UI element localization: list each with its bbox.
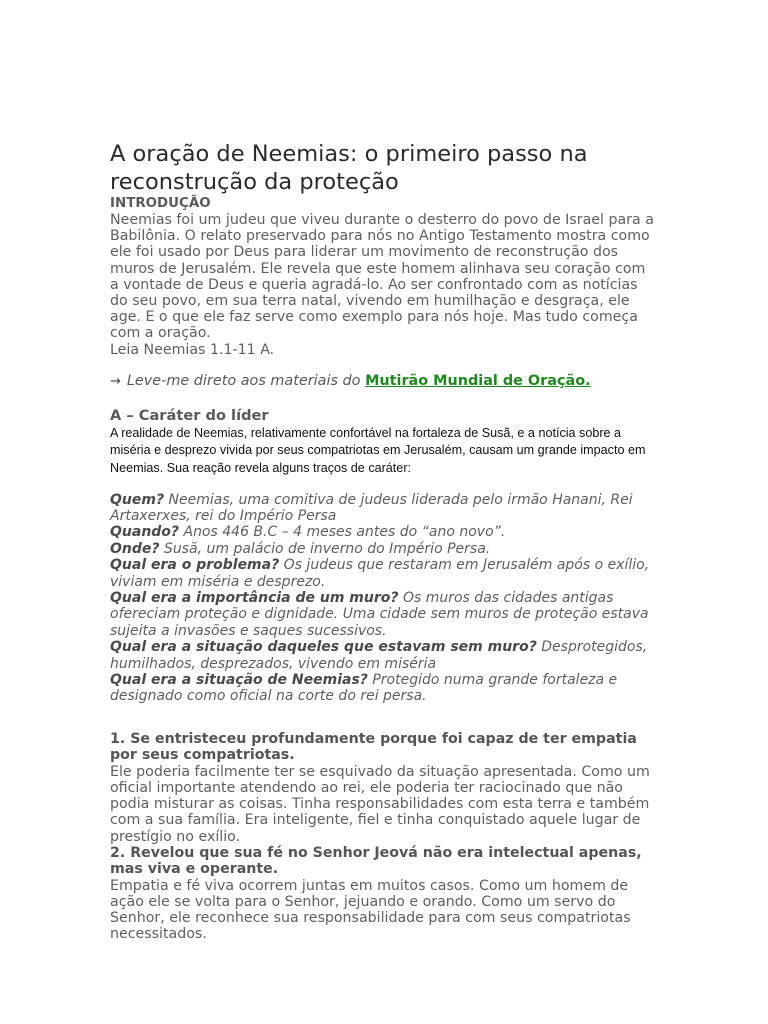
lead-text: Leve-me direto aos materiais do xyxy=(126,372,366,389)
qa-question: Qual era o problema? xyxy=(110,557,280,574)
point-1-heading: 1. Se entristeceu profundamente porque foi capaz de ter empatia por seus compatriotas. xyxy=(110,730,637,764)
qa-item xyxy=(110,639,658,672)
section-a-paragraph: A realidade de Neemias, relativamente confortável na fortaleza de Susã, e a notícia sobre a miséria e desprezo vivida por seus compatriotas em Jerusalém, causam um grande impacto em Neemias. Sua reação revela alguns traços de caráter: xyxy=(110,425,646,476)
intro-paragraph: Neemias foi um judeu que viveu durante o desterro do povo de Israel para a Babilônia. O relato preservado para nós no Antigo Testamento mostra como ele foi usado por Deus para liderar um movimento de reconstrução dos muros de Jerusalém. Ele revela que este homem alinhava seu coração com a vontade de Deus e queria agradá-lo. Ao ser confrontado com as notícias do seu povo, em sua terra natal, vivendo em humilhação e desgraça, ele age. E o que ele faz serve como exemplo para nós hoje. Mas tudo começa com a oração. xyxy=(110,212,654,342)
point-2-text: Empatia e fé viva ocorrem juntas em muitos casos. Como um homem de ação ele se volta para o Senhor, jejuando e orando. Como um servo do Senhor, ele reconhece sua responsabilidade para com seus compatriotas necessitados. xyxy=(110,877,631,943)
qa-answer: Protegido numa grande fortaleza e designado como oficial na corte do rei persa. xyxy=(110,672,618,705)
qa-question: Qual era a importância de um muro? xyxy=(110,590,399,607)
qa-answer: Anos 446 B.C – 4 meses antes do “ano novo”. xyxy=(179,524,506,541)
qa-question: Qual era a situação de Neemias? xyxy=(110,672,368,689)
lead-line xyxy=(110,372,658,391)
qa-item xyxy=(110,492,658,525)
materials-link[interactable]: Mutirão Mundial de Oração. xyxy=(365,372,591,389)
qa-answer: Neemias, uma comitiva de judeus liderada pelo irmão Hanani, Rei Artaxerxes, rei do Império Persa xyxy=(110,491,633,525)
article xyxy=(110,140,658,942)
qa-item xyxy=(110,541,658,557)
point-1-text: Ele poderia facilmente ter se esquivado da situação apresentada. Como um oficial importante atendendo ao rei, ele poderia ter raciocinado que não podia misturar as coisas. Tinha responsabilidades com esta terra e também com a sua família. Era inteligente, fiel e tinha conquistado aquele lugar de prestígio no exílio. xyxy=(110,763,650,845)
qa-question: Onde? xyxy=(110,540,160,557)
qa-question: Qual era a situação daqueles que estavam sem muro? xyxy=(110,639,537,656)
section-a-heading: A – Caráter do líder xyxy=(110,406,269,424)
qa-item xyxy=(110,557,658,590)
qa-item xyxy=(110,524,658,540)
qa-list xyxy=(110,492,658,705)
qa-answer: Desprotegidos, humilhados, desprezados, vivendo em miséria xyxy=(110,639,648,672)
point-2-heading: 2. Revelou que sua fé no Senhor Jeová não era intelectual apenas, mas viva e operante. xyxy=(110,844,642,878)
page-title: A oração de Neemias: o primeiro passo na reconstrução da proteção xyxy=(110,141,588,195)
qa-question: Quando? xyxy=(110,524,180,541)
qa-item xyxy=(110,672,658,705)
qa-answer: Susã, um palácio de inverno do Império Persa. xyxy=(159,540,491,557)
qa-item xyxy=(110,590,658,639)
spacer xyxy=(110,705,658,731)
reading-reference: Leia Neemias 1.1-11 A. xyxy=(110,341,275,358)
qa-answer: Os muros das cidades antigas ofereciam proteção e dignidade. Uma cidade sem muros de proteção estava sujeita a invasões e saques sucessivos. xyxy=(110,590,649,639)
arrow-right-icon: → xyxy=(110,373,121,389)
qa-question: Quem? xyxy=(110,491,165,508)
qa-answer: Os judeus que restaram em Jerusalém após o exílio, viviam em miséria e desprezo. xyxy=(110,557,650,590)
intro-heading: INTRODUÇÃO xyxy=(110,196,211,211)
